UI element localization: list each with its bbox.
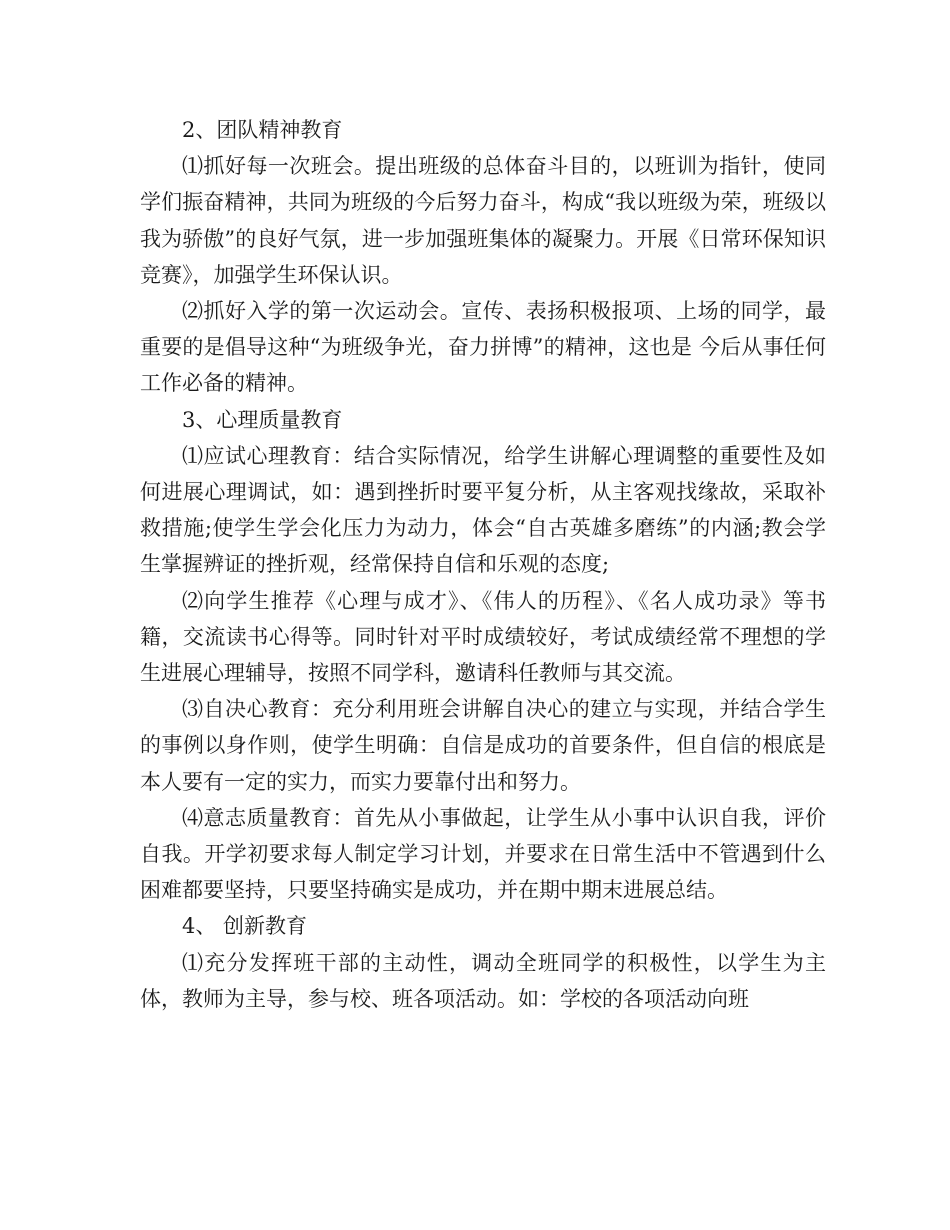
section-heading-team-spirit: 2、团队精神教育 [182, 118, 343, 142]
paragraph-class-meeting: ⑴抓好每一次班会。提出班级的总体奋斗目的，以班训为指针，使同学们振奋精神，共同为班级的今后努力奋斗，构成“我以班级为荣，班级以我为骄傲”的良好气氛，进一步加强班集体的凝聚力。开展《日常环保知识竞赛》，加强学生环保认识。 [140, 154, 826, 287]
section-heading-psychology: 3、心理质量教育 [182, 407, 343, 432]
paragraph-willpower-education: ⑷意志质量教育：首先从小事做起，让学生从小事中认识自我，评价自我。开学初要求每人制定学习计划，并要求在日常生活中不管遇到什么困难都要坚持，只要坚持确实是成功，并在期中期末进展总结。 [140, 805, 826, 903]
paragraph-class-cadres: ⑴充分发挥班干部的主动性，调动全班同学的积极性，以学生为主体，教师为主导，参与校、班各项活动。如：学校的各项活动向班 [140, 950, 826, 1011]
paragraph-exam-psychology: ⑴应试心理教育：结合实际情况，给学生讲解心理调整的重要性及如何进展心理调试，如：遇到挫折时要平复分析，从主客观找缘故，采取补救措施;使学生学会化压力为动力，体会“自古英雄多磨练”的内涵;教会学生掌握辨证的挫折观，经常保持自信和乐观的态度; [140, 443, 826, 577]
paragraph-book-recommendation: ⑵向学生推荐《心理与成才》、《伟人的历程》、《名人成功录》等书籍，交流读书心得等。同时针对平时成绩较好，考试成绩经常不理想的学生进展心理辅导，按照不同学科，邀请科任教师与其交流。 [140, 588, 826, 686]
document-body [140, 112, 826, 1017]
paragraph-sports-meet: ⑵抓好入学的第一次运动会。宣传、表扬积极报项、上场的同学，最重要的是倡导这种“为班级争光，奋力拼博”的精神，这也是 今后从事任何工作必备的精神。 [140, 299, 826, 396]
section-heading-innovation: 4、 创新教育 [182, 914, 308, 939]
paragraph-confidence-education: ⑶自决心教育：充分利用班会讲解自决心的建立与实现，并结合学生的事例以身作则，使学生明确：自信是成功的首要条件，但自信的根底是本人要有一定的实力，而实力要靠付出和努力。 [140, 697, 826, 794]
